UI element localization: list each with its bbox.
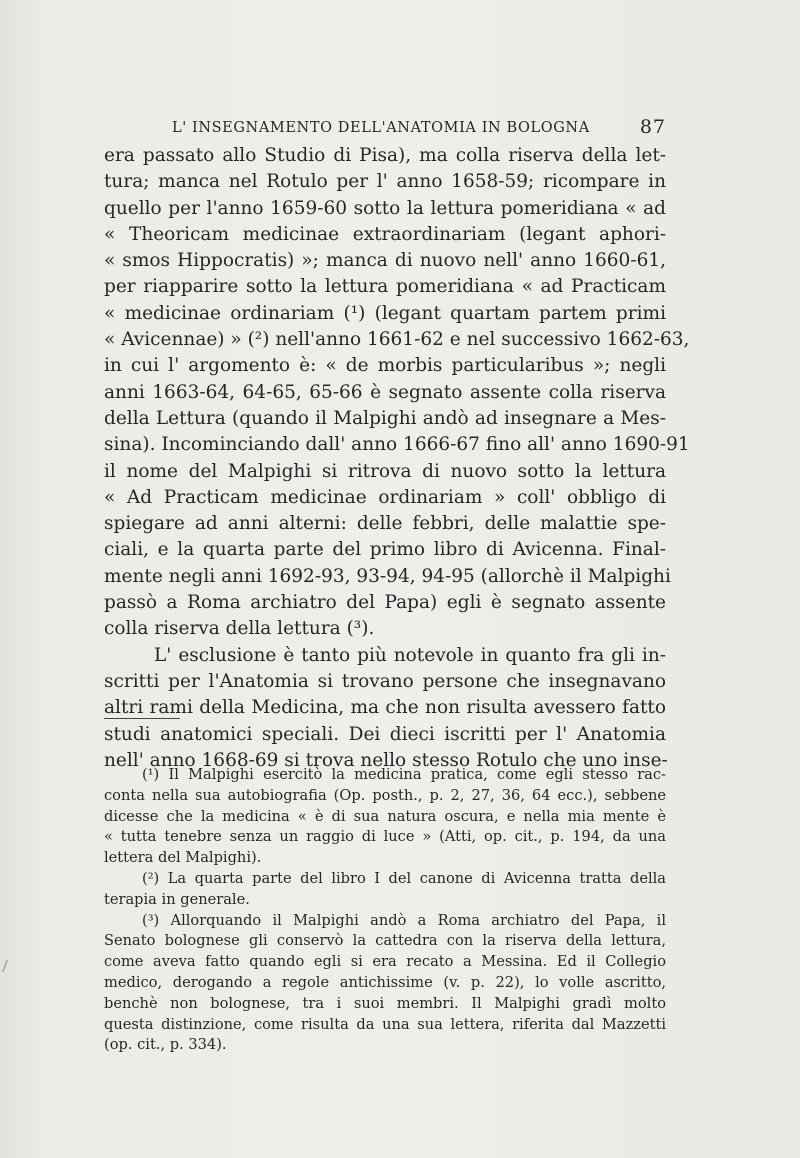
footnote-line: lettera del Malpighi). <box>104 849 262 867</box>
text-line: tura; manca nel Rotulo per l' anno 1658-59; ricompare in <box>104 171 666 193</box>
footnote-line: dicesse che la medicina « è di sua natura oscura, e nella mia mente è <box>104 807 666 825</box>
text-line: scritti per l'Anatomia si trovano persone che insegnavano <box>104 670 666 692</box>
text-line: nell' anno 1668-69 si trova nello stesso Rotulo che uno inse- <box>104 749 668 771</box>
text-line: per riapparire sotto la lettura pomeridiana « ad Practicam <box>104 276 666 298</box>
text-line: in cui l' argomento è: « de morbis particularibus »; negli <box>104 355 666 377</box>
text-line: passò a Roma archiatro del Papa) egli è segnato assente <box>104 592 666 614</box>
text-line: studi anatomici speciali. Dei dieci iscritti per l' Anatomia <box>104 723 666 745</box>
footnote-line: questa distinzione, come risulta da una sua lettera, riferita dal Mazzetti <box>104 1015 666 1033</box>
page-number: 87 <box>639 116 666 138</box>
running-title: L' INSEGNAMENTO DELL'ANATOMIA IN BOLOGNA <box>172 120 590 136</box>
text-line: spiegare ad anni alterni: delle febbri, delle malattie spe- <box>104 513 666 535</box>
text-line: « Ad Practicam medicinae ordinariam » coll' obbligo di <box>104 486 666 508</box>
text-line: quello per l'anno 1659-60 sotto la lettura pomeridiana « ad <box>104 197 666 219</box>
text-line: anni 1663-64, 64-65, 65-66 è segnato assente colla riserva <box>104 381 666 403</box>
text-line: colla riserva della lettura (³). <box>104 618 375 640</box>
footnotes <box>104 765 666 1056</box>
footnote-line: (³) Allorquando il Malpighi andò a Roma archiatro del Papa, il <box>142 911 666 929</box>
text-line: « Avicennae) » (²) nell'anno 1661-62 e nel successivo 1662-63, <box>104 329 690 351</box>
scan-edge-mark <box>2 960 16 972</box>
footnote-line: come aveva fatto quando egli si era recato a Messina. Ed il Collegio <box>104 953 666 971</box>
footnote-line: terapia in generale. <box>104 890 250 908</box>
text-line: « Theoricam medicinae extraordinariam (legant aphori- <box>104 223 666 245</box>
footnote-line: Senato bolognese gli conservò la cattedra con la riserva della lettura, <box>104 932 666 950</box>
text-line: ciali, e la quarta parte del primo libro di Avicenna. Final- <box>104 539 666 561</box>
footnote-line: (¹) Il Malpighi esercitò la medicina pratica, come egli stesso rac- <box>142 766 666 783</box>
page-header <box>104 118 666 142</box>
footnote-line: (op. cit., p. 334). <box>104 1036 227 1054</box>
main-text <box>104 143 690 774</box>
text-line: era passato allo Studio di Pisa), ma colla riserva della let- <box>104 145 666 166</box>
text-line: « medicinae ordinariam (¹) (legant quartam partem primi <box>104 302 666 324</box>
footnote-separator <box>104 718 180 719</box>
text-line: della Lettura (quando il Malpighi andò ad insegnare a Mes- <box>104 407 666 429</box>
text-line: altri rami della Medicina, ma che non risulta avessero fatto <box>104 697 666 719</box>
text-line: mente negli anni 1692-93, 93-94, 94-95 (allorchè il Malpighi <box>104 565 671 587</box>
footnote-line: medico, derogando a regole antichissime (v. p. 22), lo volle ascritto, <box>104 973 666 991</box>
footnote-line: (²) La quarta parte del libro I del canone di Avicenna tratta della <box>142 869 666 887</box>
footnote-line: « tutta tenebre senza un raggio di luce » (Atti, op. cit., p. 194, da una <box>104 828 666 846</box>
text-line: L' esclusione è tanto più notevole in quanto fra gli in- <box>154 644 666 666</box>
footnote-line: conta nella sua autobiografia (Op. posth., p. 2, 27, 36, 64 ecc.), sebbene <box>104 786 666 804</box>
text-line: « smos Hippocratis) »; manca di nuovo nell' anno 1660-61, <box>104 250 666 272</box>
text-line: sina). Incominciando dall' anno 1666-67 fino all' anno 1690-91 <box>104 434 690 456</box>
text-line: il nome del Malpighi si ritrova di nuovo sotto la lettura <box>104 460 666 482</box>
footnote-line: benchè non bolognese, tra i suoi membri. Il Malpighi gradì molto <box>104 994 666 1012</box>
